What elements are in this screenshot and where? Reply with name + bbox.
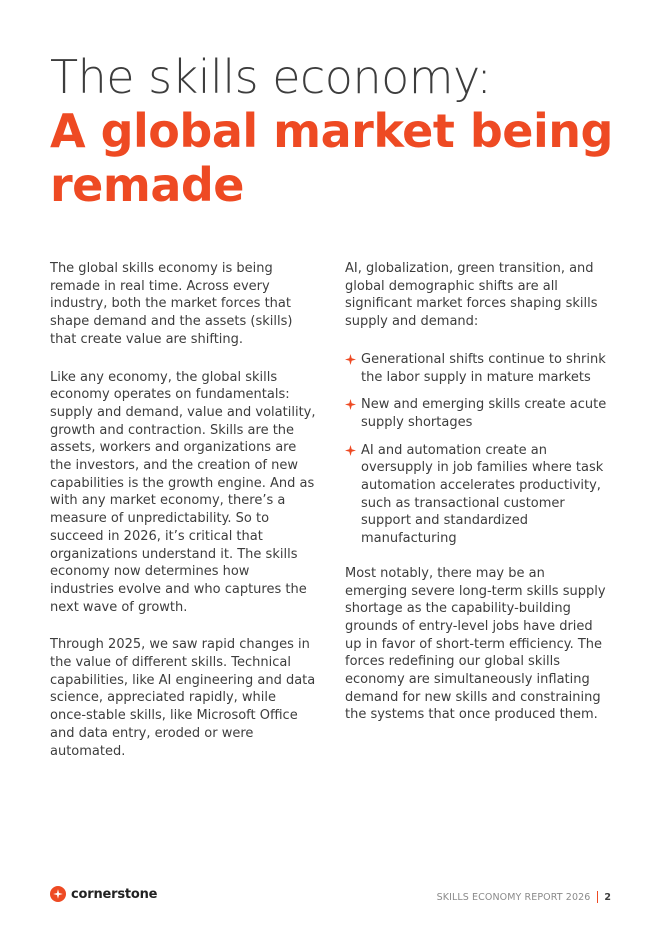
title-line-1: The skills economy: xyxy=(50,50,492,104)
four-point-star-icon xyxy=(345,399,356,410)
list-item xyxy=(345,396,607,431)
footer-logo xyxy=(50,886,157,902)
right-column xyxy=(345,260,607,744)
left-paragraph-2: Like any economy, the global skills economy operates on fundamentals: supply and demand, value and volatility, growth and contraction. Skills are the assets, workers and organizations are the investors, and the creation of new capabilities is the growth engine. And as with any market economy, there’s a measure of unpredictability. So to succeed in 2026, it’s critical that organizations understand it. The skills economy now determines how industries evolve and who captures the next wave of growth. xyxy=(50,369,316,615)
bullet-text: New and emerging skills create acute supply shortages xyxy=(361,397,607,430)
list-item xyxy=(345,442,607,548)
list-item xyxy=(345,351,607,386)
left-paragraph-3: Through 2025, we saw rapid changes in the value of different skills. Technical capabilities, like AI engineering and data science, appreciated rapidly, while once-stable skills, like Microsoft Office and data entry, eroded or were automated. xyxy=(50,637,316,759)
cornerstone-logo-icon xyxy=(50,886,66,902)
four-point-star-icon xyxy=(345,354,356,365)
bullet-text: Generational shifts continue to shrink the labor supply in mature markets xyxy=(361,351,606,385)
report-label: SKILLS ECONOMY REPORT 2026 xyxy=(436,891,591,903)
footer-divider xyxy=(597,891,598,903)
bullet-text: AI and automation create an oversupply in job families where task automation accelerates productivity, such as transactional customer support and standardized manufacturing xyxy=(361,442,604,547)
right-closing-paragraph: Most notably, there may be an emerging severe long-term skills supply shortage as the capability-building grounds of entry-level jobs have dried up in favor of short-term efficiency. The forces redefining our global skills economy are simultaneously inflating demand for new skills and constraining the systems that once produced them. xyxy=(345,565,606,723)
title-line-2: A global market being remade xyxy=(50,104,613,212)
footer-page-info xyxy=(437,891,611,903)
page-number: 2 xyxy=(604,891,611,903)
page-title xyxy=(50,50,630,212)
right-intro-paragraph: AI, globalization, green transition, and global demographic shifts are all significant market forces shaping skills supply and demand: xyxy=(345,261,598,330)
logo-wordmark: cornerstone xyxy=(71,886,158,902)
left-column xyxy=(50,260,316,780)
four-point-star-icon xyxy=(345,445,356,456)
left-paragraph-1: The global skills economy is being remade in real time. Across every industry, both the market forces that shape demand and the assets (skills) that create value are shifting. xyxy=(50,261,293,347)
market-forces-list xyxy=(345,351,607,548)
